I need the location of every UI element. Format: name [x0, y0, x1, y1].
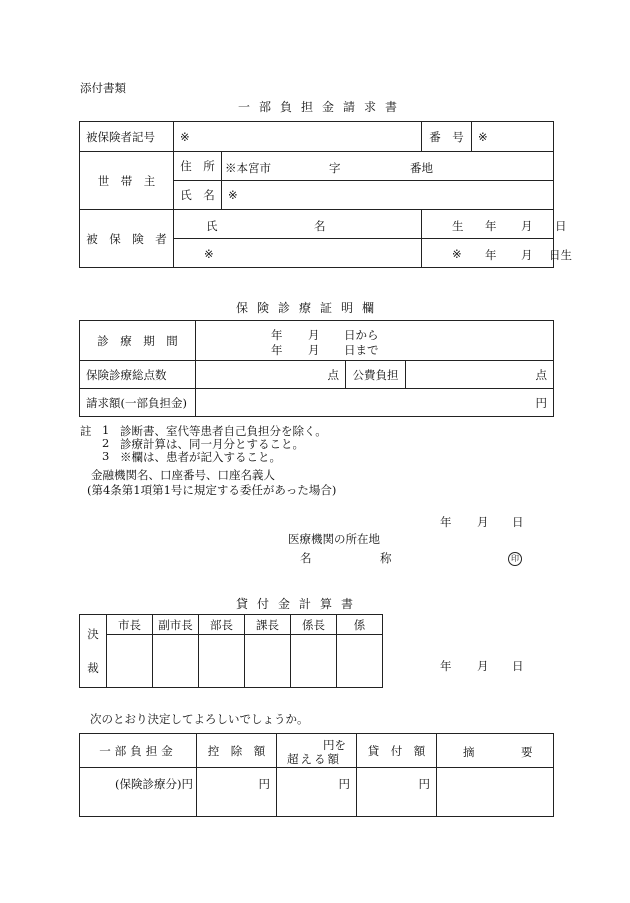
- birth-header-sei: 生: [452, 219, 464, 233]
- insured-name-value: ※: [204, 247, 214, 261]
- signature-day: 日: [512, 515, 524, 529]
- decision-label: [80, 615, 107, 688]
- insured-person-label: 被 保 険 者: [80, 210, 174, 268]
- partial-burden-field[interactable]: [80, 768, 197, 817]
- loan-amount-field[interactable]: [357, 768, 437, 817]
- decision-month: 月: [477, 659, 489, 673]
- col-partial-burden: 一部負担金: [80, 734, 197, 768]
- loan-amount-table: [79, 733, 554, 817]
- address-value: ※本宮市: [225, 161, 271, 175]
- claim-form-table: [79, 121, 572, 268]
- public-burden-label: 公費負担: [346, 361, 406, 389]
- stamp-box-staff[interactable]: [337, 635, 383, 688]
- stamp-box-subsection-chief[interactable]: [291, 635, 337, 688]
- period-to-day: 日まで: [344, 343, 379, 357]
- number-field[interactable]: ※: [472, 122, 554, 152]
- banchi-label: 番地: [410, 161, 433, 175]
- signature-month: 月: [477, 515, 489, 529]
- approver-director: 部長: [199, 615, 245, 635]
- address-label: 住 所: [174, 152, 222, 181]
- attachment-label: 添付書類: [80, 81, 126, 95]
- period-from-month: 月: [308, 328, 320, 342]
- certificate-table: [79, 320, 554, 417]
- aza-label: 字: [329, 161, 341, 175]
- period-field[interactable]: [196, 321, 554, 361]
- insured-name-field[interactable]: [174, 239, 422, 268]
- address-field[interactable]: [222, 152, 554, 181]
- notes-prefix: 註: [80, 424, 92, 438]
- stamp-box-deputy-mayor[interactable]: [153, 635, 199, 688]
- shimei-header: [174, 210, 422, 239]
- birth-date-field[interactable]: [422, 239, 572, 268]
- period-to-month: 月: [308, 343, 320, 357]
- period-from-year: 年: [271, 328, 283, 342]
- public-burden-field[interactable]: 点: [406, 361, 554, 389]
- birth-mark: ※: [452, 247, 462, 261]
- period-from-day: 日から: [344, 328, 379, 342]
- col-remarks-1: 摘: [463, 745, 475, 759]
- approver-mayor: 市長: [107, 615, 153, 635]
- total-points-label: 保険診療総点数: [80, 361, 196, 389]
- proposal-text: 次のとおり決定してよろしいでしょうか。: [90, 712, 309, 726]
- note-3-num: 3: [102, 449, 110, 463]
- note-2-text: 診療計算は、同一月分とすること。: [120, 437, 304, 451]
- birth-year: 年: [485, 248, 497, 262]
- loan-calc-title: 貸付金計算書: [236, 597, 363, 611]
- approval-table: [79, 614, 383, 688]
- birth-header-day: 日: [555, 219, 567, 233]
- birth-header-month: 月: [521, 219, 533, 233]
- approver-section-chief: 課長: [245, 615, 291, 635]
- seal-icon: [508, 550, 522, 566]
- note-3-text: ※欄は、患者が記入すること。: [120, 450, 281, 464]
- approver-staff: 係: [337, 615, 383, 635]
- decision-label-ketsu: 決: [87, 627, 99, 641]
- insured-number-label: 被保険者記号: [80, 122, 174, 152]
- note-1-text: 診断書、室代等患者自己負担分を除く。: [120, 424, 327, 438]
- institution-name-label-1: 名: [300, 551, 312, 565]
- claim-amount-field[interactable]: 円: [196, 389, 554, 417]
- claim-amount-label: 請求額(一部負担金): [80, 389, 196, 417]
- seal-text: 印: [508, 552, 522, 566]
- col-remarks-2: 要: [521, 745, 533, 759]
- col-over-yen-bottom: 超える額: [287, 752, 341, 766]
- note-1-num: 1: [102, 423, 110, 437]
- col-deduction: 控 除 額: [197, 734, 277, 768]
- period-to-year: 年: [271, 343, 283, 357]
- bank-line: 金融機関名、口座番号、口座名義人: [91, 468, 275, 482]
- over-yen-field[interactable]: [277, 768, 357, 817]
- period-label: 診 療 期 間: [80, 321, 196, 361]
- decision-year: 年: [440, 659, 452, 673]
- birth-month: 月: [521, 248, 533, 262]
- householder-label: 世 帯 主: [80, 152, 174, 210]
- deduction-field[interactable]: [197, 768, 277, 817]
- total-points-field[interactable]: 点: [196, 361, 346, 389]
- approver-deputy-mayor: 副市長: [153, 615, 199, 635]
- stamp-box-director[interactable]: [199, 635, 245, 688]
- name-field[interactable]: ※: [222, 181, 554, 210]
- name-label: 氏 名: [174, 181, 222, 210]
- stamp-box-section-chief[interactable]: [245, 635, 291, 688]
- birth-header: [422, 210, 567, 239]
- col-loan-amount: 貸 付 額: [357, 734, 437, 768]
- col-over-yen-top: 円を: [323, 738, 346, 752]
- partial-burden-value: (保険診療分)円: [115, 777, 193, 791]
- institution-name-label-2: 称: [380, 551, 392, 565]
- signature-year: 年: [440, 515, 452, 529]
- decision-day: 日: [512, 659, 524, 673]
- shimei-label-1: 氏: [206, 219, 218, 233]
- institution-location-label: 医療機関の所在地: [288, 532, 380, 546]
- col-remarks: [437, 734, 554, 768]
- approver-subsection-chief: 係長: [291, 615, 337, 635]
- loan-amount-value: 円: [418, 777, 430, 791]
- note-2-num: 2: [102, 436, 110, 450]
- certificate-title: 保険診療証明欄: [236, 301, 384, 315]
- birth-header-year: 年: [485, 219, 497, 233]
- deduction-value: 円: [258, 777, 270, 791]
- decision-label-sai: 裁: [87, 661, 99, 675]
- col-over-yen: [277, 734, 357, 768]
- over-yen-value: 円: [338, 777, 350, 791]
- claim-form-title: 一部負担金請求書: [238, 100, 407, 114]
- bank-condition: (第4条第1項第1号に規定する委任があった場合): [87, 483, 337, 497]
- number-label: 番 号: [422, 122, 472, 152]
- stamp-box-mayor[interactable]: [107, 635, 153, 688]
- birth-day: 日生: [549, 248, 572, 262]
- insured-number-field[interactable]: ※: [174, 122, 422, 152]
- shimei-label-2: 名: [314, 219, 326, 233]
- remarks-field[interactable]: [437, 768, 554, 817]
